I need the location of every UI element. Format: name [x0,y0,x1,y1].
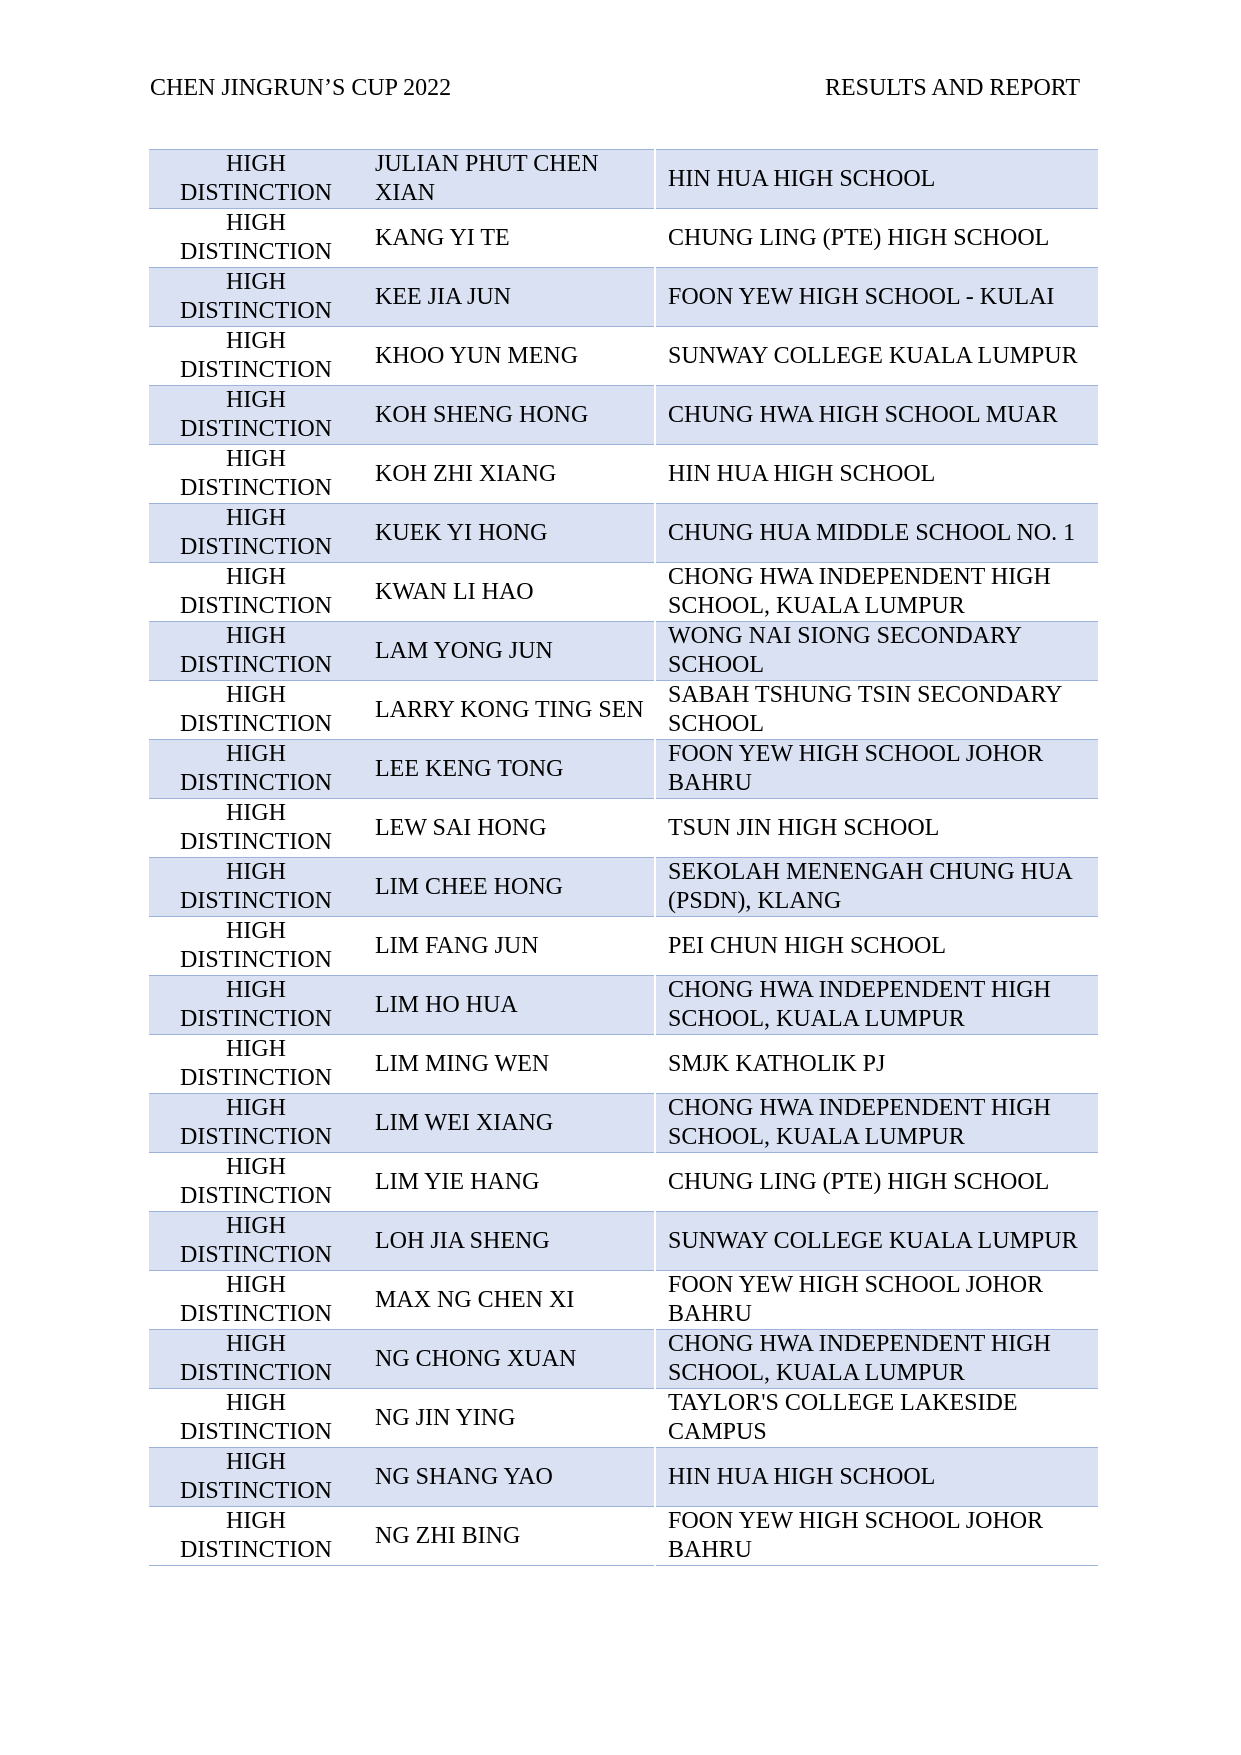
table-row [149,1212,1098,1271]
school-cell: CHUNG HWA HIGH SCHOOL MUAR [655,386,1098,445]
name-cell: NG CHONG XUAN [363,1330,655,1389]
school-cell: FOON YEW HIGH SCHOOL JOHOR BAHRU [655,1271,1098,1330]
document-title: CHEN JINGRUN’S CUP 2022 [150,75,452,101]
award-cell: HIGH DISTINCTION [149,268,363,327]
school-cell: CHONG HWA INDEPENDENT HIGH SCHOOL, KUALA LUMPUR [655,1330,1098,1389]
school-cell: HIN HUA HIGH SCHOOL [655,1448,1098,1507]
name-cell: KEE JIA JUN [363,268,655,327]
award-cell: HIGH DISTINCTION [149,799,363,858]
award-cell: HIGH DISTINCTION [149,1330,363,1389]
name-cell: LEW SAI HONG [363,799,655,858]
name-cell: MAX NG CHEN XI [363,1271,655,1330]
award-cell: HIGH DISTINCTION [149,1153,363,1212]
table-row [149,917,1098,976]
school-cell: SABAH TSHUNG TSIN SECONDARY SCHOOL [655,681,1098,740]
school-cell: CHUNG LING (PTE) HIGH SCHOOL [655,1153,1098,1212]
award-cell: HIGH DISTINCTION [149,209,363,268]
name-cell: LIM MING WEN [363,1035,655,1094]
name-cell: KWAN LI HAO [363,563,655,622]
name-cell: LOH JIA SHENG [363,1212,655,1271]
table-row [149,327,1098,386]
award-cell: HIGH DISTINCTION [149,1507,363,1566]
award-cell: HIGH DISTINCTION [149,386,363,445]
table-row [149,1153,1098,1212]
award-cell: HIGH DISTINCTION [149,1212,363,1271]
name-cell: NG JIN YING [363,1389,655,1448]
award-cell: HIGH DISTINCTION [149,1094,363,1153]
award-cell: HIGH DISTINCTION [149,1035,363,1094]
name-cell: NG SHANG YAO [363,1448,655,1507]
table-row [149,1448,1098,1507]
table-row [149,1507,1098,1566]
award-cell: HIGH DISTINCTION [149,976,363,1035]
name-cell: KANG YI TE [363,209,655,268]
name-cell: LEE KENG TONG [363,740,655,799]
name-cell: KHOO YUN MENG [363,327,655,386]
name-cell: LIM CHEE HONG [363,858,655,917]
name-cell: KOH ZHI XIANG [363,445,655,504]
award-cell: HIGH DISTINCTION [149,1271,363,1330]
school-cell: FOON YEW HIGH SCHOOL - KULAI [655,268,1098,327]
name-cell: JULIAN PHUT CHEN XIAN [363,150,655,209]
school-cell: HIN HUA HIGH SCHOOL [655,445,1098,504]
school-cell: WONG NAI SIONG SECONDARY SCHOOL [655,622,1098,681]
name-cell: LARRY KONG TING SEN [363,681,655,740]
award-cell: HIGH DISTINCTION [149,622,363,681]
table-row [149,1035,1098,1094]
table-row [149,858,1098,917]
award-cell: HIGH DISTINCTION [149,858,363,917]
name-cell: LIM YIE HANG [363,1153,655,1212]
award-cell: HIGH DISTINCTION [149,504,363,563]
school-cell: CHONG HWA INDEPENDENT HIGH SCHOOL, KUALA LUMPUR [655,563,1098,622]
table-row [149,268,1098,327]
school-cell: CHUNG HUA MIDDLE SCHOOL NO. 1 [655,504,1098,563]
name-cell: LIM FANG JUN [363,917,655,976]
table-row [149,563,1098,622]
results-table [149,149,1098,1566]
table-row [149,976,1098,1035]
table-row [149,150,1098,209]
school-cell: CHONG HWA INDEPENDENT HIGH SCHOOL, KUALA LUMPUR [655,1094,1098,1153]
school-cell: TSUN JIN HIGH SCHOOL [655,799,1098,858]
award-cell: HIGH DISTINCTION [149,327,363,386]
table-row [149,386,1098,445]
name-cell: KOH SHENG HONG [363,386,655,445]
table-row [149,740,1098,799]
table-row [149,1094,1098,1153]
table-row [149,445,1098,504]
page-header [150,72,1080,104]
school-cell: CHONG HWA INDEPENDENT HIGH SCHOOL, KUALA LUMPUR [655,976,1098,1035]
school-cell: SUNWAY COLLEGE KUALA LUMPUR [655,1212,1098,1271]
award-cell: HIGH DISTINCTION [149,445,363,504]
name-cell: NG ZHI BING [363,1507,655,1566]
section-title: RESULTS AND REPORT [824,75,1080,101]
school-cell: PEI CHUN HIGH SCHOOL [655,917,1098,976]
name-cell: LIM WEI XIANG [363,1094,655,1153]
table-row [149,504,1098,563]
award-cell: HIGH DISTINCTION [149,1448,363,1507]
name-cell: LIM HO HUA [363,976,655,1035]
name-cell: KUEK YI HONG [363,504,655,563]
table-row [149,1330,1098,1389]
award-cell: HIGH DISTINCTION [149,740,363,799]
school-cell: TAYLOR'S COLLEGE LAKESIDE CAMPUS [655,1389,1098,1448]
table-row [149,1271,1098,1330]
award-cell: HIGH DISTINCTION [149,563,363,622]
table-row [149,681,1098,740]
school-cell: CHUNG LING (PTE) HIGH SCHOOL [655,209,1098,268]
school-cell: FOON YEW HIGH SCHOOL JOHOR BAHRU [655,1507,1098,1566]
award-cell: HIGH DISTINCTION [149,681,363,740]
school-cell: SUNWAY COLLEGE KUALA LUMPUR [655,327,1098,386]
school-cell: SEKOLAH MENENGAH CHUNG HUA (PSDN), KLANG [655,858,1098,917]
school-cell: SMJK KATHOLIK PJ [655,1035,1098,1094]
school-cell: FOON YEW HIGH SCHOOL JOHOR BAHRU [655,740,1098,799]
award-cell: HIGH DISTINCTION [149,1389,363,1448]
results-table-body [149,150,1098,1566]
table-row [149,1389,1098,1448]
school-cell: HIN HUA HIGH SCHOOL [655,150,1098,209]
award-cell: HIGH DISTINCTION [149,917,363,976]
table-row [149,799,1098,858]
award-cell: HIGH DISTINCTION [149,150,363,209]
name-cell: LAM YONG JUN [363,622,655,681]
table-row [149,622,1098,681]
table-row [149,209,1098,268]
